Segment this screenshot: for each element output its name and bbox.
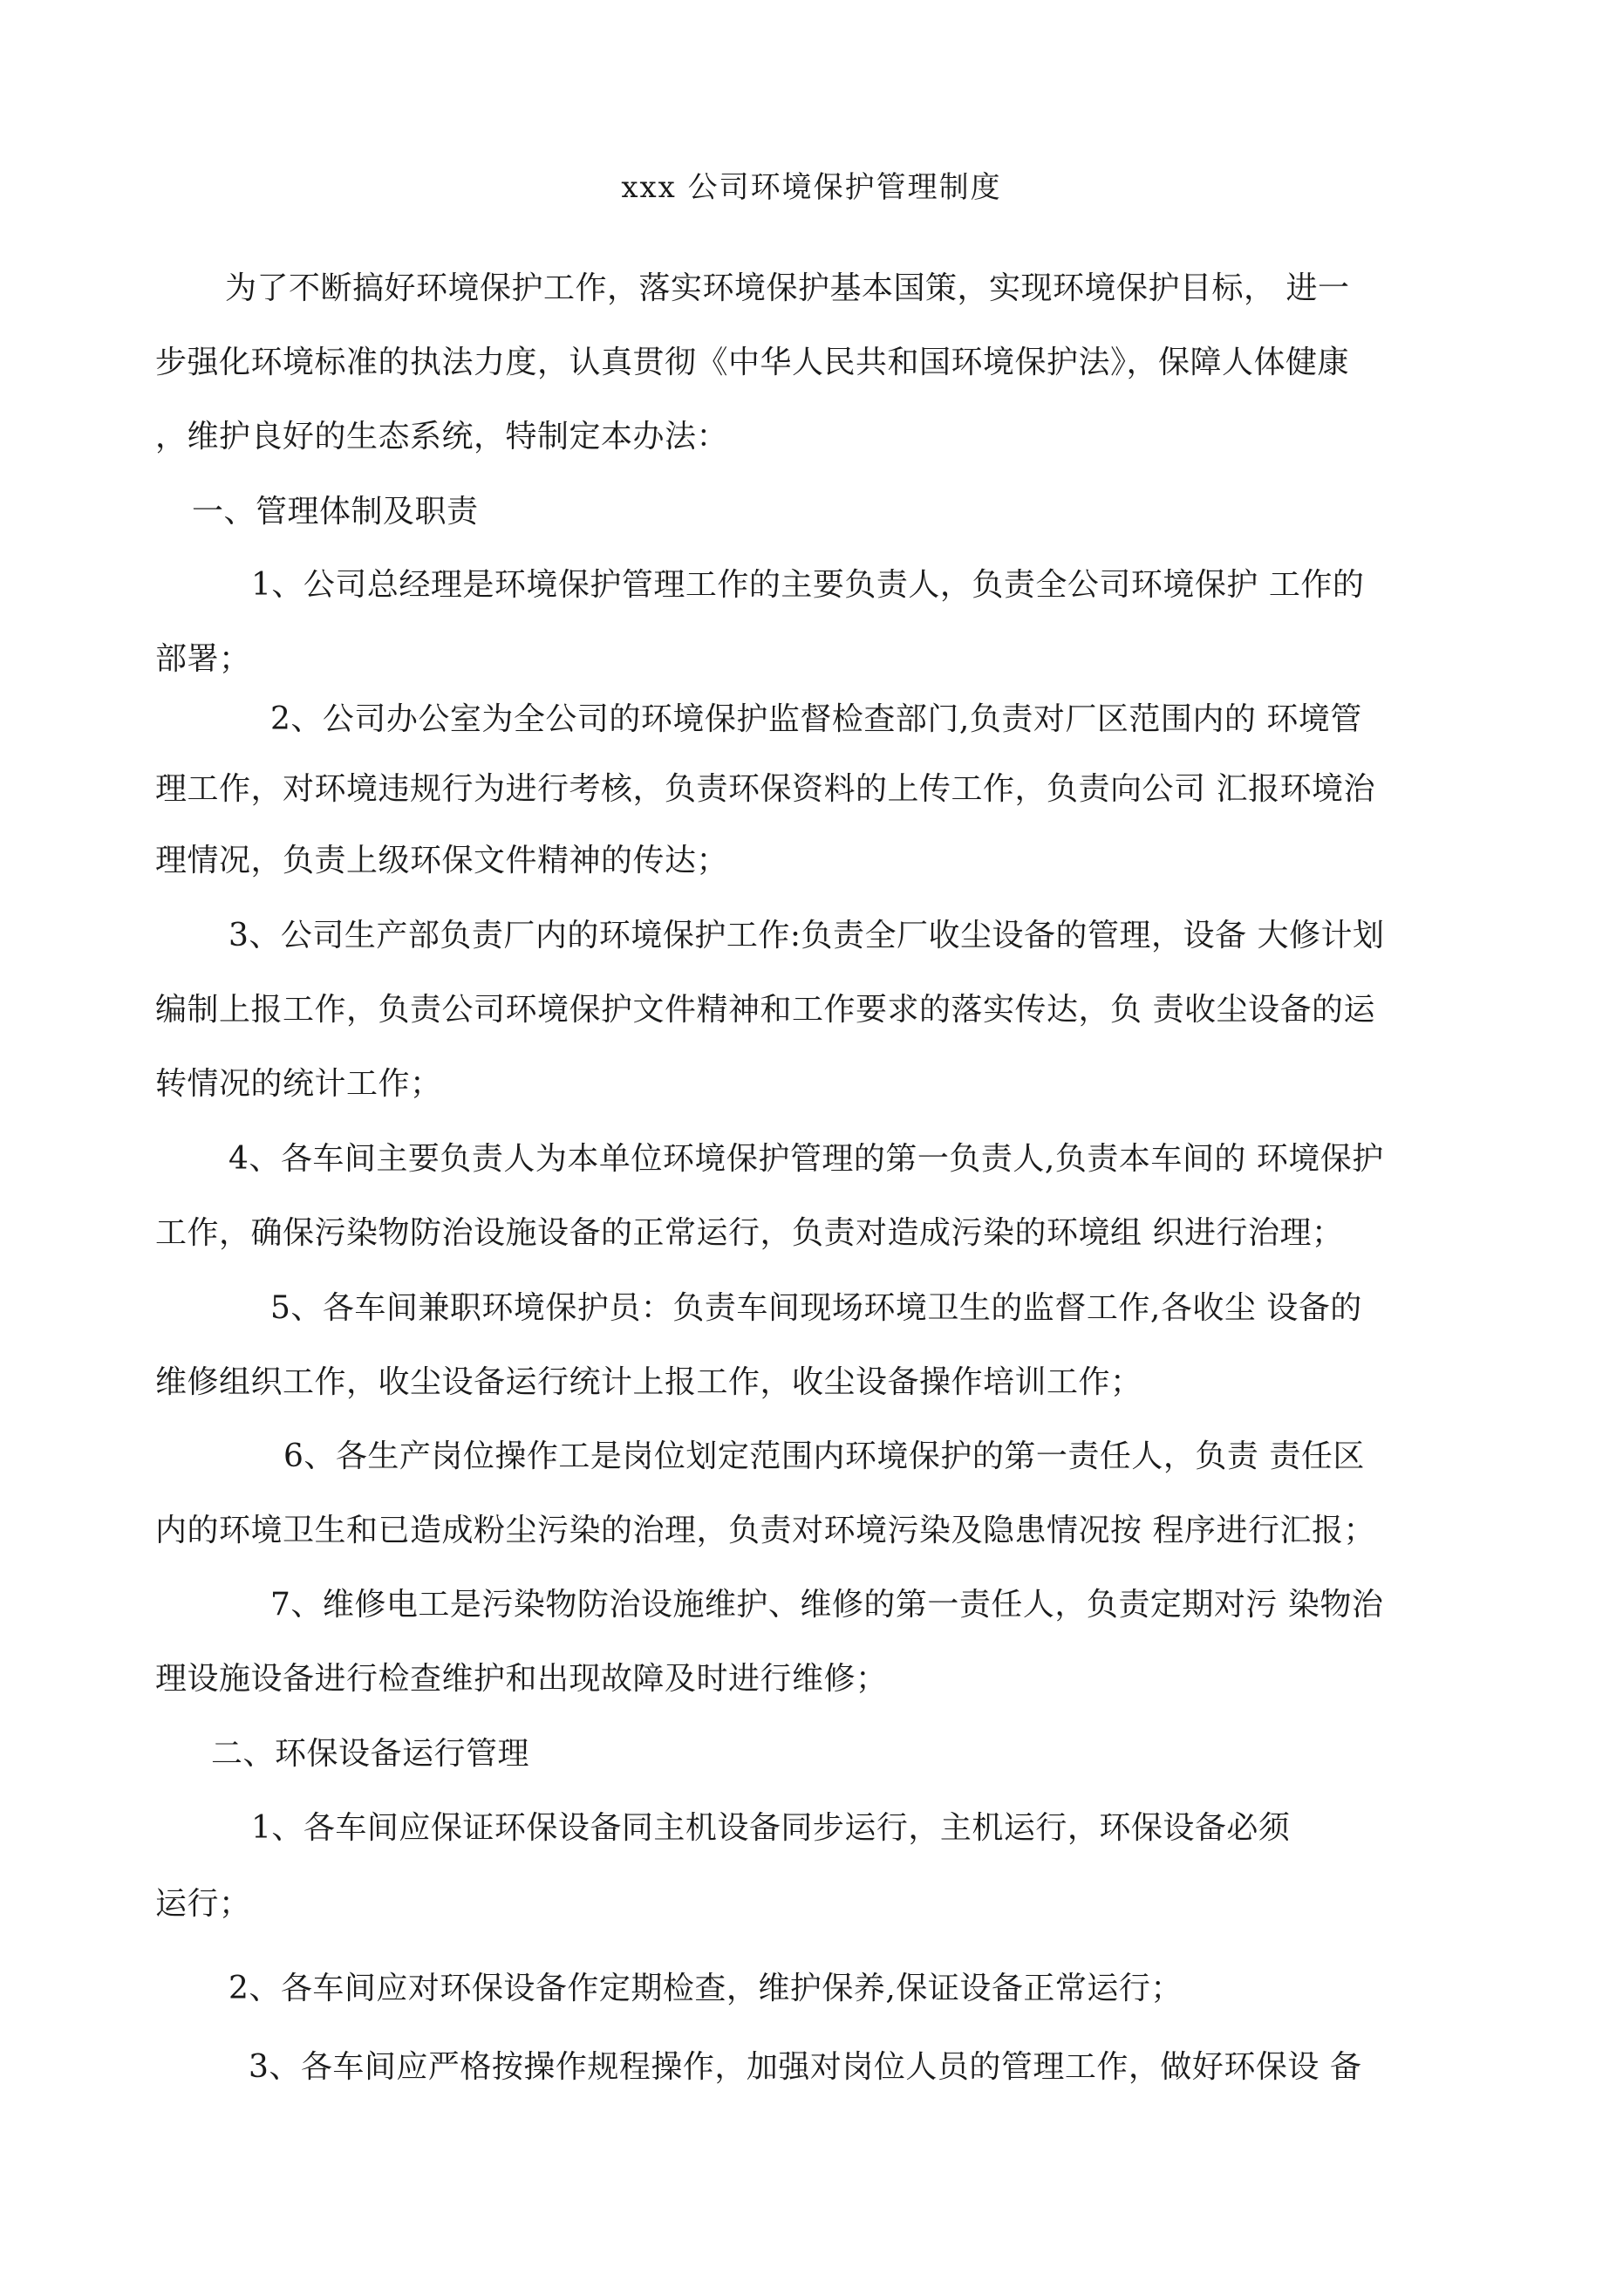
section1-item2-line2: 理工作，对环境违规行为进行考核，负责环保资料的上传工作，负责向公司 汇报环境治 <box>155 771 1375 807</box>
section1-item7-line1: 7、维修电工是污染物防治设施维护、维修的第一责任人，负责定期对污 染物治 <box>270 1587 1384 1623</box>
section2-item1-line2: 运行； <box>155 1886 251 1922</box>
section1-item5-line2: 维修组织工作，收尘设备运行统计上报工作，收尘设备操作培训工作； <box>155 1364 1142 1400</box>
section2-heading: 二、环保设备运行管理 <box>211 1736 530 1772</box>
section1-item6-line2: 内的环境卫生和已造成粉尘污染的治理，负责对环境污染及隐患情况按 程序进行汇报； <box>155 1513 1375 1548</box>
section1-item1-line2: 部署； <box>155 641 251 677</box>
section1-item7-line2: 理设施设备进行检查维护和出现故障及时进行维修； <box>155 1661 888 1697</box>
section1-heading: 一、管理体制及职责 <box>192 494 479 530</box>
section1-item6-line1: 6、各生产岗位操作工是岗位划定范围内环境保护的第一责任人，负责 责任区 <box>283 1438 1365 1474</box>
section1-item5-line1: 5、各车间兼职环境保护员：负责车间现场环境卫生的监督工作,各收尘 设备的 <box>270 1290 1362 1326</box>
section1-item2-line1: 2、公司办公室为全公司的环境保护监督检查部门,负责对厂区范围内的 环境管 <box>270 701 1362 737</box>
document-title: xxx 公司环境保护管理制度 <box>621 170 1002 205</box>
section1-item3-line2: 编制上报工作，负责公司环境保护文件精神和工作要求的落实传达，负 责收尘设备的运 <box>155 992 1375 1028</box>
section1-item3-line1: 3、公司生产部负责厂内的环境保护工作:负责全厂收尘设备的管理，设备 大修计划 <box>228 918 1385 953</box>
section2-item1-line1: 1、各车间应保证环保设备同主机设备同步运行，主机运行，环保设备必须 <box>251 1810 1291 1846</box>
section1-item2-line3: 理情况，负责上级环保文件精神的传达； <box>155 843 729 878</box>
intro-line-1: 为了不断搞好环境保护工作，落实环境保护基本国策，实现环境保护目标， 进一 <box>225 270 1350 306</box>
section2-item2-line1: 2、各车间应对环保设备作定期检查，维护保养,保证设备正常运行； <box>228 1971 1183 2006</box>
section1-item1-line1: 1、公司总经理是环境保护管理工作的主要负责人，负责全公司环境保护 工作的 <box>251 567 1365 603</box>
intro-line-2: 步强化环境标准的执法力度，认真贯彻《中华人民共和国环境保护法》，保障人体健康 <box>155 345 1350 380</box>
section1-item3-line3: 转情况的统计工作； <box>155 1066 442 1102</box>
section2-item3-line1: 3、各车间应严格按操作规程操作，加强对岗位人员的管理工作，做好环保设 备 <box>249 2049 1362 2085</box>
section1-item4-line1: 4、各车间主要负责人为本单位环境保护管理的第一负责人,负责本车间的 环境保护 <box>228 1141 1384 1177</box>
intro-line-3: ，维护良好的生态系统，特制定本办法： <box>155 419 729 454</box>
section1-item4-line2: 工作，确保污染物防治设施设备的正常运行，负责对造成污染的环境组 织进行治理； <box>155 1215 1344 1251</box>
